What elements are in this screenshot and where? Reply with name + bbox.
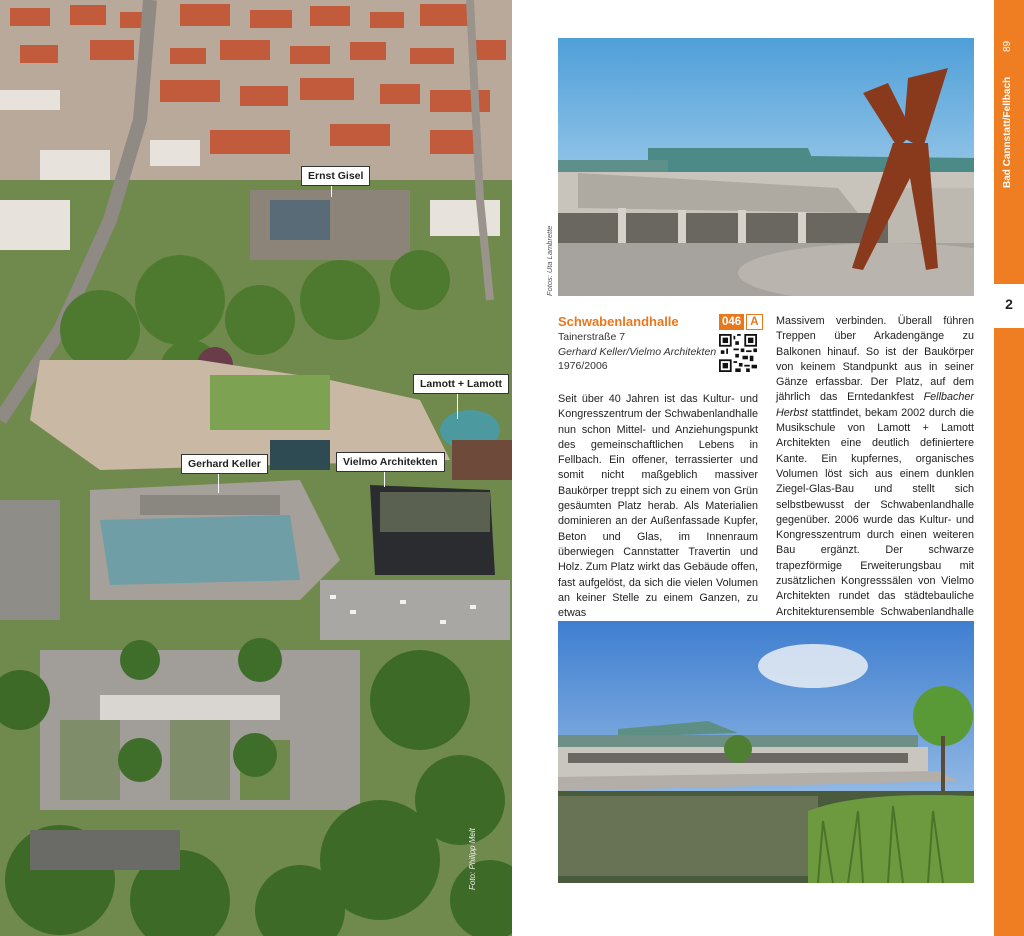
badge-number: 046 xyxy=(719,314,744,330)
event-name: Fellbacher Herbst xyxy=(776,391,974,419)
body-text: stattfindet, bekam 2002 durch die Musikschule von Lamott + Lamott Architekten eine deutlich definiertere Kante. Ein kupfernes, organisches Volumen löst sich aus einem dunklen Ziegel-Glas-Bau und stellt sich selbstbewusst der Schwabenlandhalle gegenüber. 2006 wurde das Kultur- und Kongresszentrum durch einen weiteren Bau ergänzt. Der schwarze trapezförmige Erweiterungsbau mit zusätzlichen Kongresssälen von Vielmo Architekten rundet das städtebauliche Architekturensemble Schwabenlandhalle xyxy=(776,406,974,618)
body-text-column-1 xyxy=(558,392,758,621)
section-name: Bad Cannstatt/Fellbach xyxy=(1002,76,1013,188)
label-ernst-gisel: Ernst Gisel xyxy=(301,166,370,186)
entry-architects: Gerhard Keller/Vielmo Architekten xyxy=(558,345,717,358)
photo-schwabenlandhalle-pond xyxy=(558,621,974,883)
body-text-column-2 xyxy=(776,314,974,635)
label-gerhard-keller: Gerhard Keller xyxy=(181,454,268,474)
page-number: 89 xyxy=(1002,40,1013,52)
photo-schwabenlandhalle-exterior xyxy=(558,38,974,296)
entry-years: 1976/2006 xyxy=(558,360,608,372)
body-paragraph xyxy=(776,314,974,635)
entry-badge xyxy=(719,314,763,330)
label-lamott-lamott: Lamott + Lamott xyxy=(413,374,509,394)
aerial-photo-credit: Foto: Philipp Melt xyxy=(468,828,477,890)
body-text: Massivem verbinden. Überall führen Treppen über Arkadengänge zu Balkonen hinauf. So ist der Baukörper von keinem Standpunkt aus in seiner Gänze erfassbar. Der Platz, auf dem jährlich das Erntedankfest xyxy=(776,315,974,404)
callout-pointer xyxy=(218,471,219,493)
qr-code-icon[interactable] xyxy=(719,334,757,372)
body-paragraph: Seit über 40 Jahren ist das Kultur- und Kongresszentrum der Schwabenlandhalle nun schon Mittel- und Anziehungspunkt des gemeinschaftlichen Lebens in Fellbach. Ein offener, terrassierter und somit nicht maßgeblich massiver Baukörper treppt sich zu einem von Grün gesäumten Platz herab. Als Materialien dominieren an der Außenfassade Kupfer, Beton und Glas, im Innenraum überwiegen Cannstatter Travertin und Holz. Zum Platz wirkt das Gebäude offen, fast aufgelöst, da sich die vielen Volumen an keiner Stelle zu einem Ganzen, zu etwas xyxy=(558,393,758,620)
callout-pointer xyxy=(457,391,458,419)
badge-letter: A xyxy=(746,314,762,330)
entry-title: Schwabenlandhalle xyxy=(558,314,679,329)
label-vielmo-architekten: Vielmo Architekten xyxy=(336,452,445,472)
photo-credit: Fotos: Uta Lambrette xyxy=(545,225,554,296)
entry-address: Tainerstraße 7 xyxy=(558,331,626,343)
chapter-number: 2 xyxy=(1005,296,1013,312)
